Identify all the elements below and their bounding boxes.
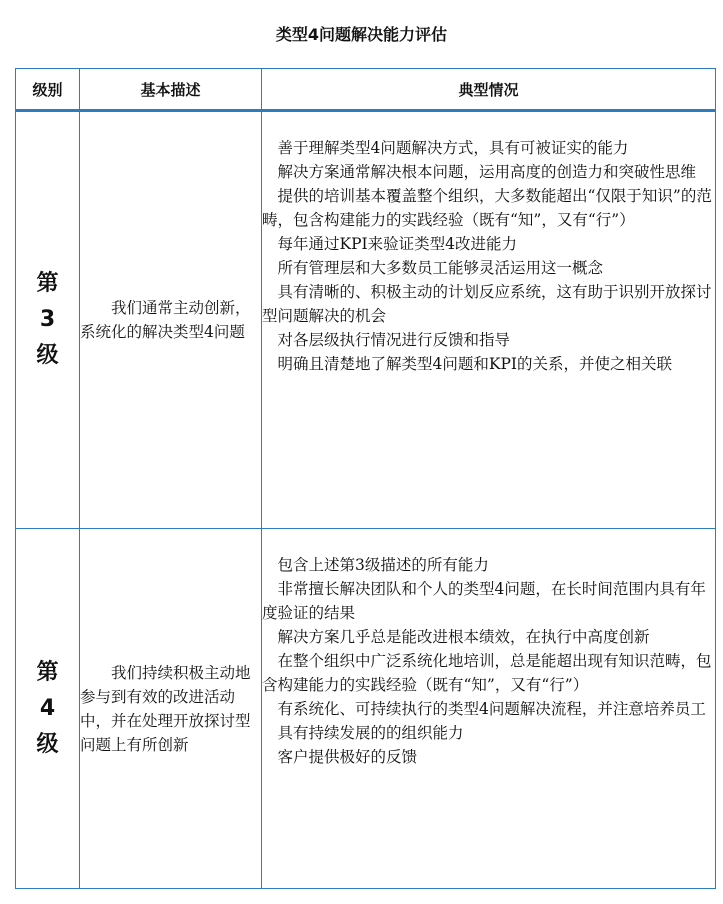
level-char: 级 [36, 343, 59, 368]
description-cell [80, 111, 262, 529]
typical-item: 具有清晰的、积极主动的计划反应系统，这有助于识别开放探讨型问题解决的机会 [262, 283, 712, 325]
typical-item: 解决方案几乎总是能改进根本绩效，在执行中高度创新 [277, 628, 650, 646]
level-char: 第 [36, 271, 59, 296]
typical-cell [262, 529, 716, 889]
typical-item: 每年通过KPI来验证类型4改进能力 [277, 235, 517, 253]
level-cell [16, 529, 80, 889]
table-row-level-3 [16, 111, 716, 529]
assessment-table [15, 68, 716, 889]
level-number: 3 [39, 307, 56, 332]
typical-item: 善于理解类型4问题解决方式，具有可被证实的能力 [277, 139, 629, 157]
typical-item: 明确且清楚地了解类型4问题和KPI的关系，并使之相关联 [277, 355, 672, 373]
level-cell [16, 111, 80, 529]
table-header-row [16, 69, 716, 111]
level-char: 第 [36, 659, 59, 685]
typical-item: 提供的培训基本覆盖整个组织，大多数能超出“仅限于知识”的范畴，包含构建能力的实践经验（既有“知”，又有“行”） [262, 187, 712, 229]
header-level: 级别 [16, 69, 80, 111]
typical-item: 客户提供极好的反馈 [277, 748, 418, 766]
typical-item: 在整个组织中广泛系统化地培训，总是能超出现有知识范畴，包含构建能力的实践经验（既有“知”，又有“行”） [262, 652, 712, 694]
typical-item: 解决方案通常解决根本问题，运用高度的创造力和突破性思维 [277, 163, 697, 181]
typical-item: 包含上述第3级描述的所有能力 [277, 556, 489, 574]
level-number: 4 [39, 695, 56, 721]
typical-item: 所有管理层和大多数员工能够灵活运用这一概念 [277, 259, 604, 277]
header-typical: 典型情况 [262, 69, 716, 111]
description-text: 我们通常主动创新，系统化的解决类型4问题 [80, 299, 251, 341]
header-description: 基本描述 [80, 69, 262, 111]
description-cell [80, 529, 262, 889]
typical-item: 有系统化、可持续执行的类型4问题解决流程，并注意培养员工 [277, 700, 706, 718]
typical-item: 非常擅长解决团队和个人的类型4问题，在长时间范围内具有年度验证的结果 [262, 580, 706, 622]
typical-item: 具有持续发展的的组织能力 [277, 724, 464, 742]
typical-cell [262, 111, 716, 529]
typical-item: 对各层级执行情况进行反馈和指导 [277, 331, 511, 349]
table-row-level-4 [16, 529, 716, 889]
level-char: 级 [36, 731, 59, 757]
description-text: 我们持续积极主动地参与到有效的改进活动中，并在处理开放探讨型问题上有所创新 [80, 663, 251, 754]
page-title: 类型4问题解决能力评估 [275, 25, 448, 44]
